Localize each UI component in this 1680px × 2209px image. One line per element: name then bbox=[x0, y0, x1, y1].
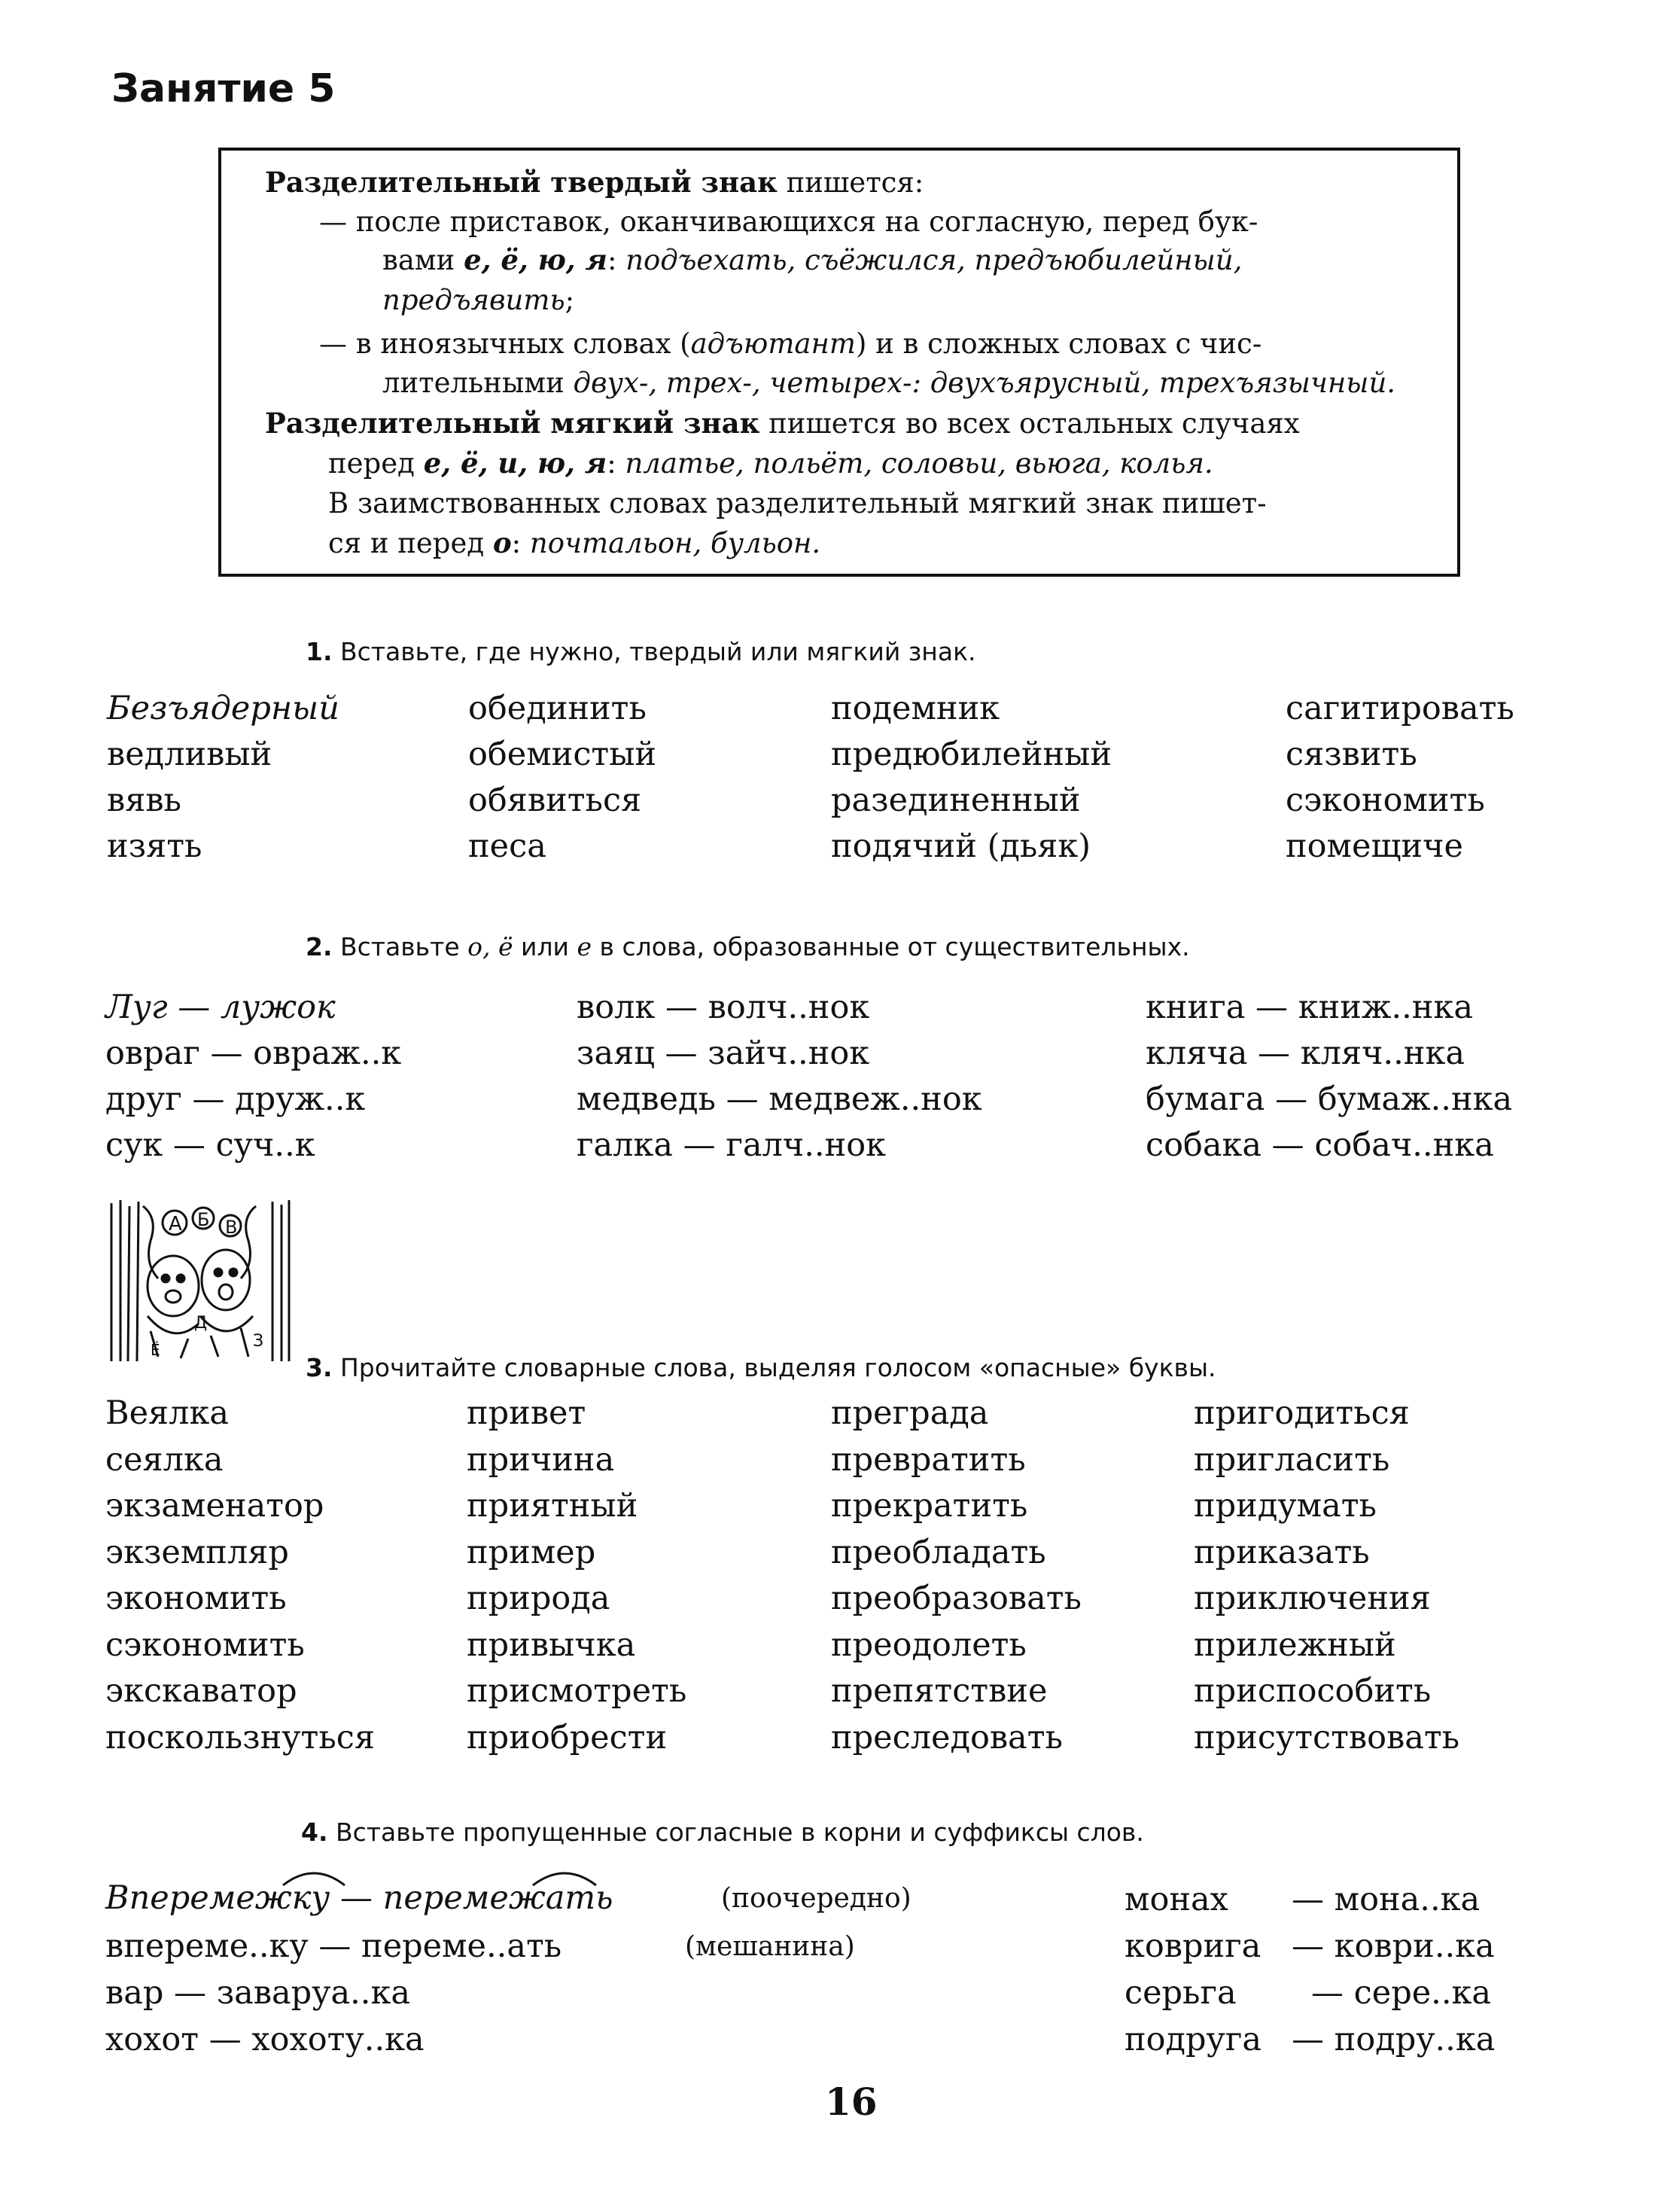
task3-word: препятствие bbox=[831, 1672, 1048, 1710]
page-number: 16 bbox=[825, 2080, 878, 2124]
task2-word: волк — волч..нок bbox=[577, 989, 870, 1026]
task-number: 4. bbox=[301, 1817, 328, 1847]
task1-word: подячий (дьяк) bbox=[831, 827, 1091, 865]
rule-example: двух-, трех-, четырех-: двухъярусный, трехъязычный. bbox=[573, 367, 1396, 399]
task4-right-derived: — сере..ка bbox=[1311, 1974, 1492, 2012]
task3-heading bbox=[306, 1353, 1216, 1382]
rule-item1-line1: — после приставок, оканчивающихся на согласную, перед бук- bbox=[319, 206, 1258, 238]
svg-text:Ё: Ё bbox=[151, 1341, 160, 1359]
task1-word: сагитировать bbox=[1286, 690, 1514, 727]
task3-word: привет bbox=[467, 1394, 586, 1432]
root-arc-mark bbox=[280, 1866, 348, 1888]
task3-word: экскаватор bbox=[105, 1672, 297, 1710]
task1-word: изять bbox=[107, 827, 202, 865]
rule-letters: е, ё, и, ю, я bbox=[423, 446, 607, 480]
task1-word: сязвить bbox=[1286, 736, 1417, 773]
rule-text: : bbox=[511, 527, 530, 559]
task2-word: заяц — зайч..нок bbox=[577, 1034, 870, 1072]
task3-word: приспособить bbox=[1194, 1672, 1432, 1710]
task-text: Вставьте bbox=[332, 932, 468, 961]
rule-item1-line2 bbox=[382, 243, 1243, 276]
task3-word: превратить bbox=[831, 1440, 1026, 1479]
task3-word: преграда bbox=[831, 1394, 989, 1432]
rule-letters: о bbox=[492, 526, 512, 559]
rule-loan-line1: В заимствованных словах разделительный мягкий знак пишет- bbox=[328, 487, 1267, 519]
rule-example: почтальон, бульон. bbox=[529, 527, 821, 559]
svg-text:Д: Д bbox=[194, 1314, 208, 1333]
task1-heading bbox=[306, 637, 976, 666]
svg-text:З: З bbox=[253, 1332, 264, 1351]
rule-text: пишется: bbox=[777, 166, 924, 199]
task3-word: приключения bbox=[1194, 1580, 1431, 1617]
task4-example-note: (поочередно) bbox=[721, 1883, 912, 1914]
task1-word: предюбилейный bbox=[831, 736, 1112, 773]
task3-word: преобладать bbox=[831, 1533, 1046, 1571]
task2-word: кляча — кляч..нка bbox=[1146, 1034, 1465, 1072]
svg-text:Б: Б bbox=[197, 1209, 210, 1230]
cartoon-children-letters-illustration bbox=[105, 1196, 294, 1366]
task3-word: преодолеть bbox=[831, 1626, 1027, 1664]
task1-word: обявиться bbox=[468, 782, 642, 819]
task4-example: Вперемежку — перемежать bbox=[105, 1879, 613, 1917]
rule-text: вами bbox=[382, 244, 464, 276]
task-number: 2. bbox=[306, 932, 333, 961]
rule-text: : bbox=[607, 447, 625, 480]
task4-right-word: коврига bbox=[1125, 1927, 1262, 1965]
task-number: 1. bbox=[306, 637, 333, 666]
task1-word: разединенный bbox=[831, 782, 1081, 819]
task2-word: Луг — лужок bbox=[105, 989, 336, 1026]
task3-word: приятный bbox=[467, 1487, 638, 1525]
task-text: или bbox=[513, 932, 577, 961]
rule-text: пишется во всех остальных случаях bbox=[759, 407, 1300, 440]
task3-word: придумать bbox=[1194, 1487, 1377, 1525]
task3-word: Веялка bbox=[105, 1394, 230, 1432]
task1-word: обединить bbox=[468, 690, 647, 727]
rule-text: ) и в сложных словах с чис- bbox=[855, 328, 1262, 360]
task3-word: пример bbox=[467, 1533, 596, 1571]
rule-hard-sign-line bbox=[265, 166, 924, 199]
task3-word: экономить bbox=[105, 1580, 287, 1617]
task2-word: медведь — медвеж..нок bbox=[577, 1080, 982, 1118]
task3-word: присмотреть bbox=[467, 1672, 687, 1710]
task-text: Вставьте, где нужно, твердый или мягкий знак. bbox=[332, 637, 976, 666]
rule-example: платье, польёт, соловьи, вьюга, колья. bbox=[625, 447, 1213, 480]
task3-word: пригласить bbox=[1194, 1440, 1390, 1479]
task3-word: поскользнуться bbox=[105, 1718, 375, 1757]
task-text: Прочитайте словарные слова, выделяя голосом «опасные» буквы. bbox=[332, 1353, 1216, 1382]
task4-right-derived: — подру..ка bbox=[1292, 2021, 1496, 2058]
task4-heading bbox=[301, 1817, 1144, 1847]
task1-word: обемистый bbox=[468, 736, 657, 773]
task4-right-word: монах bbox=[1125, 1881, 1228, 1918]
svg-text:A: A bbox=[169, 1213, 182, 1236]
task2-word: овраг — овраж..к bbox=[105, 1034, 402, 1072]
rule-soft-line2 bbox=[328, 446, 1213, 480]
task2-word: друг — друж..к bbox=[105, 1080, 366, 1118]
task1-word: помещиче bbox=[1286, 827, 1463, 865]
task2-heading bbox=[306, 932, 1190, 961]
rule-example: предъявить bbox=[382, 284, 565, 316]
task1-word: подемник bbox=[831, 690, 1000, 727]
task4-left-note: (мешанина) bbox=[685, 1931, 855, 1962]
root-arc-mark bbox=[530, 1866, 599, 1888]
task3-word: преследовать bbox=[831, 1718, 1063, 1757]
task-text: в слова, образованные от существительных. bbox=[592, 932, 1190, 961]
svg-text:В: В bbox=[225, 1217, 238, 1238]
task1-word: сэкономить bbox=[1286, 782, 1485, 819]
lesson-title: Занятие 5 bbox=[111, 66, 336, 111]
task2-word: книга — книж..нка bbox=[1146, 989, 1473, 1026]
task3-word: прилежный bbox=[1194, 1626, 1396, 1664]
rule-text: : bbox=[607, 244, 626, 276]
rule-item1-line3 bbox=[382, 286, 574, 314]
task3-word: приказать bbox=[1194, 1533, 1370, 1571]
rule-text: ся и перед bbox=[328, 527, 493, 559]
rule-example: адъютант bbox=[690, 328, 856, 360]
rule-item2-line2 bbox=[382, 369, 1395, 397]
task4-left-1: впереме..ку — переме..ать bbox=[105, 1927, 562, 1965]
task1-word: Безъядерный bbox=[107, 690, 339, 727]
task3-word: привычка bbox=[467, 1626, 636, 1664]
rule-example: подъехать, съёжился, предъюбилейный, bbox=[625, 244, 1243, 276]
task4-left-3: хохот — хохоту..ка bbox=[105, 2021, 425, 2058]
rule-soft-sign-line bbox=[265, 407, 1300, 440]
task2-word: галка — галч..нок bbox=[577, 1126, 886, 1164]
rule-soft-sign-title: Разделительный мягкий знак bbox=[265, 407, 760, 440]
task3-word: преобразовать bbox=[831, 1580, 1082, 1617]
task4-right-word: подруга bbox=[1125, 2021, 1262, 2058]
task4-right-word: серьга bbox=[1125, 1974, 1237, 2012]
task1-word: ведливый bbox=[107, 736, 272, 773]
task-text: Вставьте пропущенные согласные в корни и суффиксы слов. bbox=[327, 1817, 1144, 1847]
task4-right-derived: — мона..ка bbox=[1292, 1881, 1481, 1918]
rule-letters: е, ё, ю, я bbox=[464, 243, 607, 276]
task3-word: сеялка bbox=[105, 1440, 224, 1479]
rule-text: перед bbox=[328, 447, 424, 480]
task-number: 3. bbox=[306, 1353, 333, 1382]
rule-item2-line1 bbox=[319, 330, 1262, 358]
task2-word: собака — собач..нка bbox=[1146, 1126, 1494, 1164]
task1-word: вявь bbox=[107, 782, 181, 819]
rule-hard-sign-title: Разделительный твердый знак bbox=[265, 166, 778, 199]
task4-left-2: вар — заваруа..ка bbox=[105, 1974, 410, 2012]
task3-word: прекратить bbox=[831, 1487, 1028, 1525]
task-letters: е bbox=[577, 932, 592, 961]
rule-text: — в иноязычных словах ( bbox=[319, 328, 691, 360]
task3-word: присутствовать bbox=[1194, 1718, 1460, 1757]
task4-right-derived: — коври..ка bbox=[1292, 1927, 1495, 1965]
task3-word: причина bbox=[467, 1440, 615, 1479]
task3-word: природа bbox=[467, 1580, 610, 1617]
task1-word: песа bbox=[468, 827, 546, 865]
task2-word: бумага — бумаж..нка bbox=[1146, 1080, 1513, 1118]
task3-word: экземпляр bbox=[105, 1533, 289, 1571]
rule-loan-line2 bbox=[328, 526, 821, 559]
task2-word: сук — суч..к bbox=[105, 1126, 315, 1164]
task-letters: о, ё bbox=[467, 932, 513, 961]
task3-word: сэкономить bbox=[105, 1626, 305, 1664]
task3-word: экзаменатор bbox=[105, 1487, 324, 1525]
rule-text: ; bbox=[565, 284, 575, 316]
task3-word: приобрести bbox=[467, 1718, 668, 1757]
task3-word: пригодиться bbox=[1194, 1394, 1410, 1432]
rule-text: лительными bbox=[382, 367, 574, 399]
